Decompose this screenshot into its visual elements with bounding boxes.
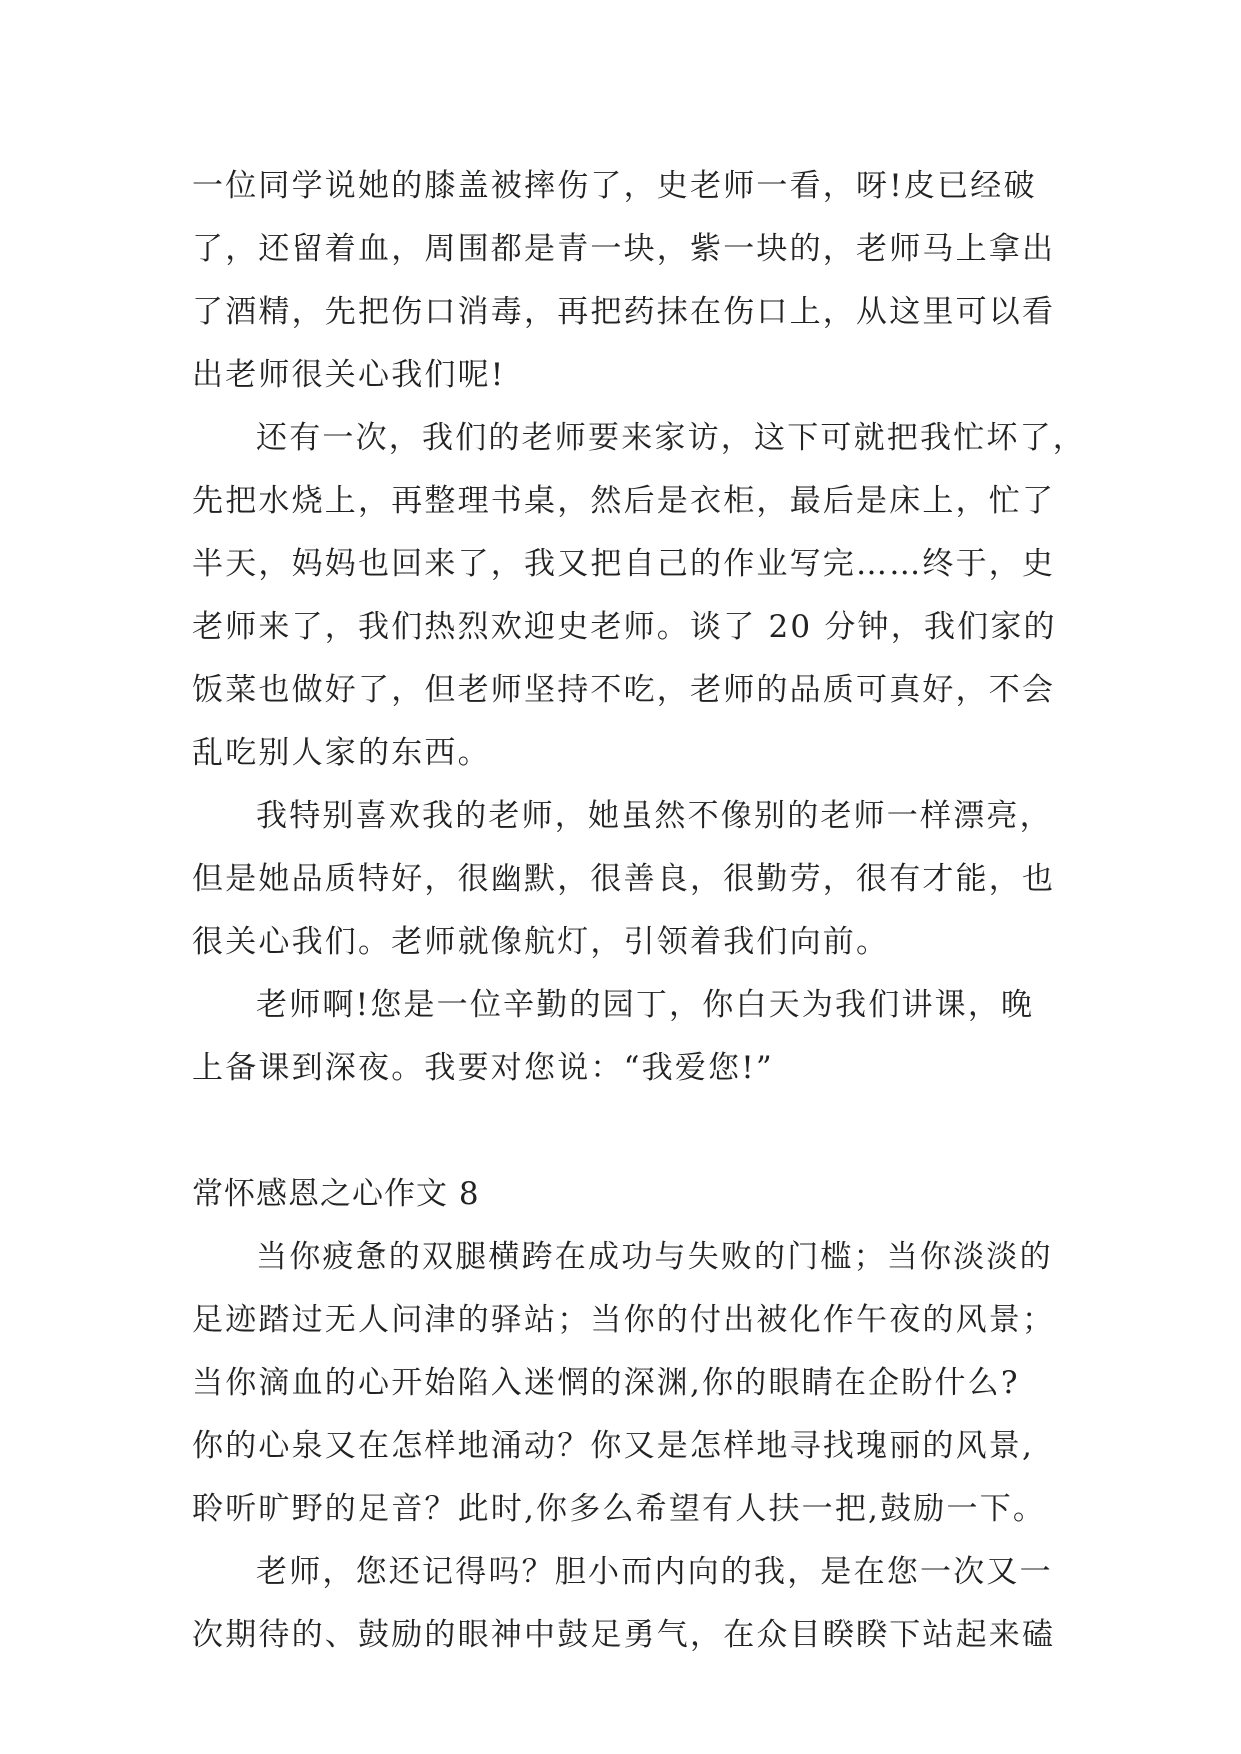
text-line: 出老师很关心我们呢! [192, 357, 506, 393]
text-line: 了酒精，先把伤口消毒，再把药抹在伤口上，从这里可以看 [192, 294, 1056, 330]
text-line: 上备课到深夜。我要对您说：“我爱您!” [192, 1050, 774, 1086]
text-line: 先把水烧上，再整理书桌，然后是衣柜，最后是床上，忙了 [192, 483, 1056, 519]
text-line: 你的心泉又在怎样地涌动？你又是怎样地寻找瑰丽的风景, [192, 1428, 1035, 1464]
text-line: 半天，妈妈也回来了，我又把自己的作业写完……终于，史 [192, 546, 1056, 582]
text-line: 但是她品质特好，很幽默，很善良，很勤劳，很有才能，也 [192, 861, 1056, 897]
text-line: 乱吃别人家的东西。 [192, 735, 491, 771]
text-line: 当你疲惫的双腿横跨在成功与失败的门槛；当你淡淡的 [256, 1239, 1053, 1275]
text-line: 老师来了，我们热烈欢迎史老师。谈了 20 分钟，我们家的 [192, 609, 1057, 645]
text-line: 老师啊!您是一位辛勤的园丁，你白天为我们讲课，晚 [256, 987, 1035, 1023]
text-line: 我特别喜欢我的老师，她虽然不像别的老师一样漂亮， [256, 798, 1053, 834]
text-line: 很关心我们。老师就像航灯，引领着我们向前。 [192, 924, 890, 960]
text-line: 次期待的、鼓励的眼神中鼓足勇气，在众目睽睽下站起来磕 [192, 1617, 1056, 1653]
text-line: 老师，您还记得吗？胆小而内向的我，是在您一次又一 [256, 1554, 1053, 1590]
text-line: 还有一次，我们的老师要来家访，这下可就把我忙坏了， [256, 420, 1086, 456]
section-title: 常怀感恩之心作文 8 [192, 1176, 480, 1212]
text-line: 足迹踏过无人问津的驿站；当你的付出被化作午夜的风景； [192, 1302, 1056, 1338]
text-line: 了，还留着血，周围都是青一块，紫一块的，老师马上拿出 [192, 231, 1056, 267]
text-line: 聆听旷野的足音？此时,你多么希望有人扶一把,鼓励一下。 [192, 1491, 1047, 1527]
text-line: 当你滴血的心开始陷入迷惘的深渊,你的眼睛在企盼什么? [192, 1365, 1020, 1401]
text-line: 一位同学说她的膝盖被摔伤了，史老师一看，呀!皮已经破 [192, 168, 1037, 204]
text-line: 饭菜也做好了，但老师坚持不吃，老师的品质可真好，不会 [192, 672, 1056, 708]
